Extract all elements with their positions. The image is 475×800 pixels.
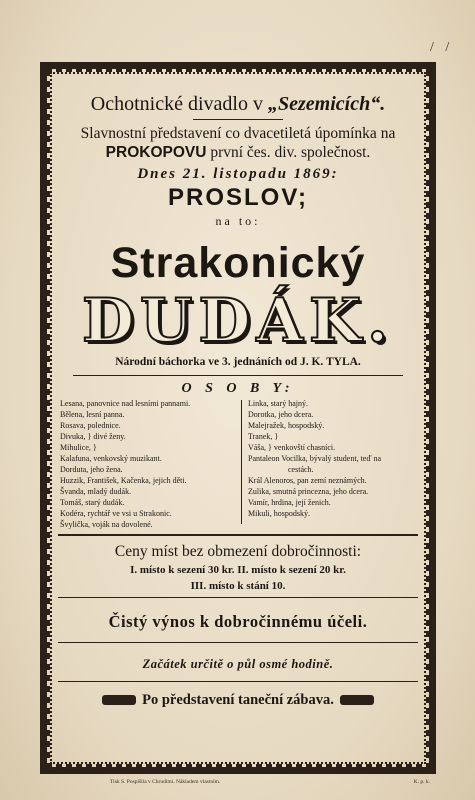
cast-item: Lesana, panovnice nad lesními pannami. [60, 399, 191, 408]
theatre-line [58, 92, 418, 116]
pointing-hand-icon [340, 695, 374, 705]
after-line [58, 692, 418, 709]
ornament-top [46, 62, 430, 72]
cast-item: Pantaleon Vocilka, bývalý student, teď na [248, 454, 382, 463]
ornament-right [426, 70, 434, 766]
nato-line: na to: [215, 214, 261, 228]
poster-content [58, 92, 418, 709]
start-line: Začátek určitě o půl osmé hodině. [142, 657, 334, 671]
cast-item: Kalafuna, venkovský muzikant. [60, 454, 162, 463]
divider [193, 119, 283, 120]
printer-mark: K. p. k. [413, 779, 430, 785]
cast-heading: O S O B Y: [181, 381, 295, 396]
proslov-heading: PROSLOV; [167, 184, 309, 211]
cast-column-right [248, 398, 418, 519]
footer [110, 779, 430, 785]
divider [58, 681, 418, 682]
date-line: Dnes 21. listopadu 1869: [137, 166, 339, 182]
prices-heading: Ceny míst bez obmezení dobročinnosti: [114, 543, 362, 560]
pointing-hand-icon [102, 695, 136, 705]
ornament-bottom [46, 764, 430, 774]
after-text: Po představení taneční zábava. [142, 692, 334, 708]
prices-line-1: I. místo k sezení 30 kr. II. místo k sezení 20 kr. [130, 564, 346, 576]
cast-item: Rosava, polednice. [60, 421, 121, 430]
cast-item: Dorotka, jeho dcera. [248, 410, 314, 419]
company-line [58, 143, 418, 162]
proceeds-line: Čistý výnos k dobročinnému účeli. [108, 612, 368, 631]
theatre-name: Ochotnické divadlo v [90, 93, 263, 115]
cast-item: Mihulice, } [60, 443, 97, 452]
cast-item: Váša, } venkovští chasníci. [248, 443, 336, 452]
corner-mark: / / [430, 40, 454, 55]
cast-item: Bělena, lesní panna. [60, 410, 125, 419]
cast-item: Huzzik, František, Kačenka, jejich děti. [60, 476, 187, 485]
company-rest: první čes. div. společnost. [210, 144, 371, 161]
column-divider [241, 400, 242, 524]
divider [73, 375, 403, 376]
cast-list [58, 398, 418, 528]
ornament-left [42, 70, 50, 766]
subtitle: Národní báchorka ve 3. jednáních od J. K. TYLA. [115, 356, 361, 368]
cast-item: Král Alenoros, pan zemí neznámých. [248, 476, 367, 485]
company-name: PROKOPOVU [105, 144, 207, 161]
title-line-2: DUDÁK. [82, 286, 394, 356]
cast-column-left [60, 398, 238, 530]
cast-item: Malejražek, hospodský. [248, 421, 325, 430]
cast-item: Mikuli, hospodský. [248, 509, 311, 518]
cast-item: Linka, starý hajný. [248, 399, 308, 408]
cast-item: Kodéra, rychtář ve vsi u Strakonic. [60, 509, 172, 518]
cast-item: Divuka, } divé ženy. [60, 432, 126, 441]
divider [58, 642, 418, 643]
cast-item: Tranek, } [248, 432, 279, 441]
cast-item: cestách. [288, 465, 314, 474]
cast-item: Švylička, voják na dovolené. [60, 520, 153, 529]
cast-item: Tomáš, starý dudák. [60, 498, 125, 507]
prices-line-2: III. místo k stání 10. [190, 580, 286, 592]
cast-item: Dorduta, jeho žena. [60, 465, 123, 474]
divider [58, 534, 418, 536]
place-name: „Sezemicích“. [267, 93, 386, 115]
title-line-1: Strakonický [110, 239, 366, 287]
cast-item: Švanda, mladý dudák. [60, 487, 132, 496]
divider [58, 597, 418, 598]
printer-note: Tisk S. Pospíšila v Chrudimi. Nákladem vlastním. [110, 779, 221, 785]
cast-item: Vamír, hrdina, její ženich. [248, 498, 331, 507]
occasion-line: Slavnostní představení co dvacetiletá úpomínka na [80, 125, 396, 142]
cast-item: Zulika, smutná princezna, jeho dcera. [248, 487, 369, 496]
